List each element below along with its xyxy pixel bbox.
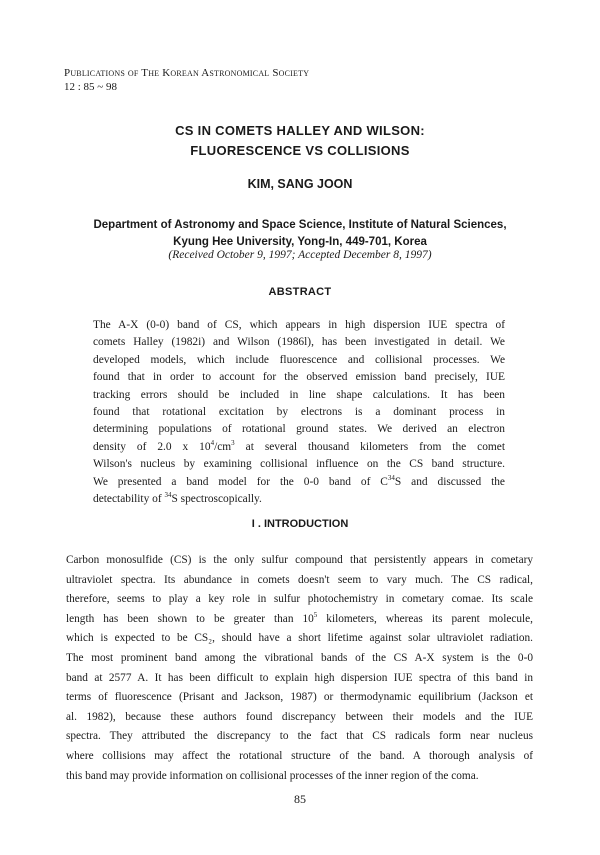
body-line: this band may provide information on collisional processes of the inner region of the coma. [66, 769, 479, 782]
superscript: 3 [231, 439, 235, 448]
abstract-line [93, 491, 505, 508]
section-heading-introduction: I . INTRODUCTION [251, 518, 349, 530]
title-line-1: CS IN COMETS HALLEY AND WILSON: [175, 123, 425, 138]
body-line: ultraviolet spectra. Its abundance in comets doesn't seem to vary much. The CS radical, [66, 573, 533, 586]
text-segment: We presented a band model for the 0-0 band of C [93, 475, 388, 488]
body-line: therefore, seems to play a key role in sulfur photochemistry in cometary comae. Its scale [66, 593, 533, 606]
body-line: Carbon monosulfide (CS) is the only sulfur compound that persistently appears in cometary [66, 554, 533, 566]
abstract-line [93, 439, 505, 456]
body-line: which is expected to be CS₂, should have a short lifetime against solar ultraviolet radiation. [66, 632, 533, 645]
paper-title [0, 121, 600, 161]
body-line: spectra. They attributed the discrepancy to the fact that CS radicals form near nucleus [66, 730, 533, 743]
abstract-line: The A-X (0-0) band of CS, which appears in high dispersion IUE spectra of [93, 319, 505, 331]
abstract-text [93, 317, 505, 508]
body-line: band at 2577 A. It has been difficult to explain high dispersion IUE spectra of this band in [66, 671, 533, 684]
abstract-line: found that rotational excitation by electrons is a dominant process in [93, 406, 505, 419]
superscript: 4 [210, 439, 215, 448]
affiliation [0, 217, 600, 251]
introduction-text [66, 551, 533, 786]
text-segment: detectability of [93, 493, 165, 506]
body-line: al. 1982), because these authors found discrepancy between their models and the IUE [66, 710, 533, 723]
received-dates: (Received October 9, 1997; Accepted December 8, 1997) [168, 249, 432, 261]
publication-name: Publications of The Korean Astronomical Society [64, 67, 310, 79]
text-segment: S spectroscopically. [171, 493, 262, 506]
superscript: 34 [164, 491, 172, 500]
body-line: where collisions may affect the rotational structure of the band. A thorough analysis of [66, 749, 533, 762]
text-segment: density of 2.0 x 10 [93, 440, 211, 453]
text-segment: length has been shown to be greater than 10 [66, 612, 314, 625]
text-segment: S and discussed the [394, 475, 505, 488]
abstract-line: determining populations of rotational ground states. We derived an electron [93, 423, 505, 436]
author-name: KIM, SANG JOON [247, 177, 353, 191]
affiliation-line-1: Department of Astronomy and Space Science, Institute of Natural Sciences, [93, 219, 507, 231]
affiliation-line-2: Kyung Hee University, Yong-In, 449-701, Korea [173, 236, 427, 248]
abstract-line: tracking errors should be included in line shape calculations. It has been [93, 388, 505, 401]
abstract-heading: ABSTRACT [268, 286, 332, 298]
text-segment: kilometers, whereas its parent molecule, [317, 612, 533, 625]
body-line: terms of fluorescence (Prisant and Jackson, 1987) or thermodynamic equilibrium (Jackson et [66, 691, 533, 704]
superscript: 34 [387, 473, 395, 482]
volume-pages: 12 : 85 ~ 98 [64, 81, 118, 93]
superscript: 5 [313, 611, 318, 620]
abstract-line: comets Halley (1982i) and Wilson (1986l), has been investigated in detail. We [93, 336, 505, 349]
title-line-2: FLUORESCENCE VS COLLISIONS [190, 143, 410, 158]
abstract-line: Wilson's nucleus by examining collisional influence on the CS band structure. [93, 458, 505, 471]
running-header [64, 66, 309, 94]
text-segment: /cm [214, 440, 232, 453]
body-line: The most prominent band among the vibrational bands of the CS A-X system is the 0-0 [66, 651, 533, 664]
body-line [66, 610, 533, 630]
abstract-line: developed models, which include fluorescence and collisional processes. We [93, 353, 505, 366]
abstract-line [93, 474, 505, 491]
abstract-line: found that in order to account for the observed emission band precisely, IUE [93, 371, 505, 384]
text-segment: at several thousand kilometers from the comet [234, 440, 505, 453]
page-number: 85 [294, 792, 306, 806]
